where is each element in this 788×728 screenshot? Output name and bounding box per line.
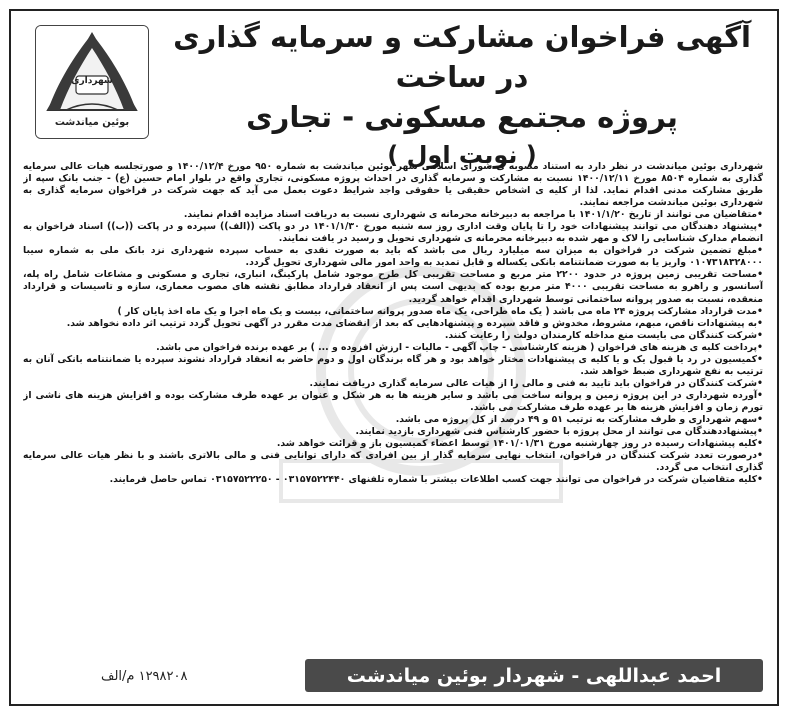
notice-item: • پیشنهاد دهندگان می توانند پیشنهادات خود را تا پایان وقت اداری روز سه شنبه مورخ ۱۴۰۱/۱/۳۰ در دو پاکت ((الف)) سپرده و در پاکت ((ب)) اسناد فراخوان به انضمام مدارک شناسایی را لاک و مهر شده به دبیرخانه محرمانه ی شهرداری تحویل و رسید در یافت نمایند. [23, 221, 763, 245]
notice-titles [161, 17, 763, 173]
notice-item: • به پیشنهادات ناقص، مبهم، مشروط، مخدوش و فاقد سپرده و پیشنهادهایی که بعد از انقضای مدت مقرر در آگهی تحویل گردد ترتیب اثر داده نخواهد شد. [23, 318, 763, 330]
notice-title: آگهی فراخوان مشارکت و سرمایه گذاری در ساخت [173, 20, 751, 94]
logo-emblem-text: شهرداری [71, 76, 113, 86]
notice-intro: شهرداری بوئین میاندشت در نظر دارد به استناد مصوبه ی شورای اسلامی شهر بوئین میاندشت به شماره ۹۵۰ مورخ ۱۴۰۰/۱۲/۴ و صورتجلسه هیات عالی سرمایه گذاری به شماره ۸۵۰۴ مورخ ۱۴۰۰/۱۲/۱۱ نسبت به مشارکت و سرمایه گذاری در احداث پروژه مسکونی، تجاری واقع در بلوار امام حسین (ع) - جنب بانک سپه از طریق مشارکت مدنی اقدام نماید. لذا از کلیه ی اشخاص حقیقی یا حقوقی واجد شرایط دعوت بعمل می آید که جهت شرکت در فراخوان سرمایه گذاری به شهرداری بوئین میاندشت مراجعه نمایند. [23, 161, 763, 209]
notice-footer [11, 648, 777, 704]
notice-item: • کلیه پیشنهادات رسیده در روز چهارشنبه مورخ ۱۴۰۱/۰۱/۳۱ توسط اعضاء کمیسیون باز و قرائت خواهد شد. [23, 438, 763, 450]
notice-item: • شرکت کنندگان در فراخوان باید تایید به فنی و مالی را از هیات عالی سرمایه گذاری دریافت نمایند. [23, 378, 763, 390]
notice-item: • آورده شهرداری در این پروژه زمین و پروانه ساخت می باشد و سایر هزینه ها به هر شکل و عنوان بر عهده طرف مشارکت بوده و افزایش هزینه های ناشی از تورم زمان و افزایش هزینه ها بر عهده طرف مشارکت می باشد. [23, 390, 763, 414]
notice-item: • پرداخت کلیه ی هزینه های فراخوان ( هزینه کارشناسی - چاپ آگهی - مالیات - ارزش افزوده و ... ) بر عهده برنده فراخوان می باشد. [23, 342, 763, 354]
notice-item: • شرکت کنندگان می بایست منع مداخله کارمندان دولت را رعایت کنند. [23, 330, 763, 342]
notice-round: ( نوبت اول ) [387, 141, 537, 169]
notice-item: • سهم شهرداری و طرف مشارکت به ترتیب ۵۱ و ۴۹ درصد از کل پروژه می باشد. [23, 414, 763, 426]
notice-body [23, 161, 763, 647]
signature-bar [305, 659, 763, 692]
notice-item: • متقاضیان می توانند از تاریخ ۱۴۰۱/۱/۲۰ با مراجعه به دبیرخانه محرمانه ی شهرداری نسبت به دریافت اسناد مزایده اقدام نمایند. [23, 209, 763, 221]
notice-item: • کمیسیون در رد یا قبول یک و یا کلیه ی پیشنهادات مختار خواهد بود و هر گاه برندگان اول و دوم حاضر به انعقاد قرارداد نشوند سپرده یا ضمانتنامه بانکی آنان به ترتیب به نفع شهرداری ضبط خواهد شد. [23, 354, 763, 378]
notice-item: • پیشنهاددهندگان می توانند از محل پروژه با حضور کارشناس فنی شهرداری بازدید نمایند. [23, 426, 763, 438]
notice-item: • مبلغ تضمین شرکت در فراخوان به میزان سه میلیارد ریال می باشد که باید به صورت نقدی به حساب سپرده شهرداری نزد بانک ملی به شماره سیبا ۰۱۰۷۳۱۸۳۲۸۰۰۰ واریز یا به صورت ضمانتنامه بانکی یکساله و قابل تمدید به واحد امور مالی شهرداری تحویل گردد. [23, 245, 763, 269]
logo-caption: بوئین میاندشت [54, 117, 130, 128]
notice-item: • کلیه متقاضیان شرکت در فراخوان می توانند جهت کسب اطلاعات بیشتر با شماره تلفنهای ۰۳۱۵۷۵۲۲۴۴۰ - ۰۳۱۵۷۵۲۲۲۵۰ تماس حاصل فرمایند. [23, 474, 763, 486]
notice-item: • درصورت تعدد شرکت کنندگان در فراخوان، انتخاب نهایی سرمایه گذار از بین افرادی که دارای توانایی فنی و مالی بالاتری باشند و با نظر هیات عالی سرمایه گذاری انتخاب می گردد. [23, 450, 763, 474]
notice-item: • مدت قرارداد مشارکت پروژه ۲۴ ماه می باشد ( یک ماه طراحی، یک ماه صدور پروانه ساختمانی، بیست و یک ماه اجرا و یک ماه اخذ پایان کار ) [23, 306, 763, 318]
municipality-logo [35, 25, 149, 139]
notice-item: • مساحت تقریبی زمین پروژه در حدود ۲۲۰۰ متر مربع و مساحت تقریبی کل طرح موجود شامل پارکینگ، انباری، تجاری و مسکونی و مشاعات شامل راه پله، آسانسور و راهرو به مساحت تقریبی ۴۰۰۰ متر مربع بوده که بدیهی است پس از انعقاد قرارداد مطابق نقشه های مصوب معماری، سازه و تاسیسات و قرارداد منعقده، نسبت به صدور پروانه ساختمانی توسط شهرداری اقدام خواهد گردید. [23, 269, 763, 305]
notice-subtitle: پروژه مجتمع مسکونی - تجاری [246, 100, 678, 134]
notice-header [11, 11, 777, 169]
reference-code: ۱۲۹۸۲۰۸ م/الف [101, 669, 188, 684]
signature-text: احمد عبداللهی - شهردار بوئین میاندشت [346, 664, 722, 687]
notice-page [9, 9, 779, 706]
